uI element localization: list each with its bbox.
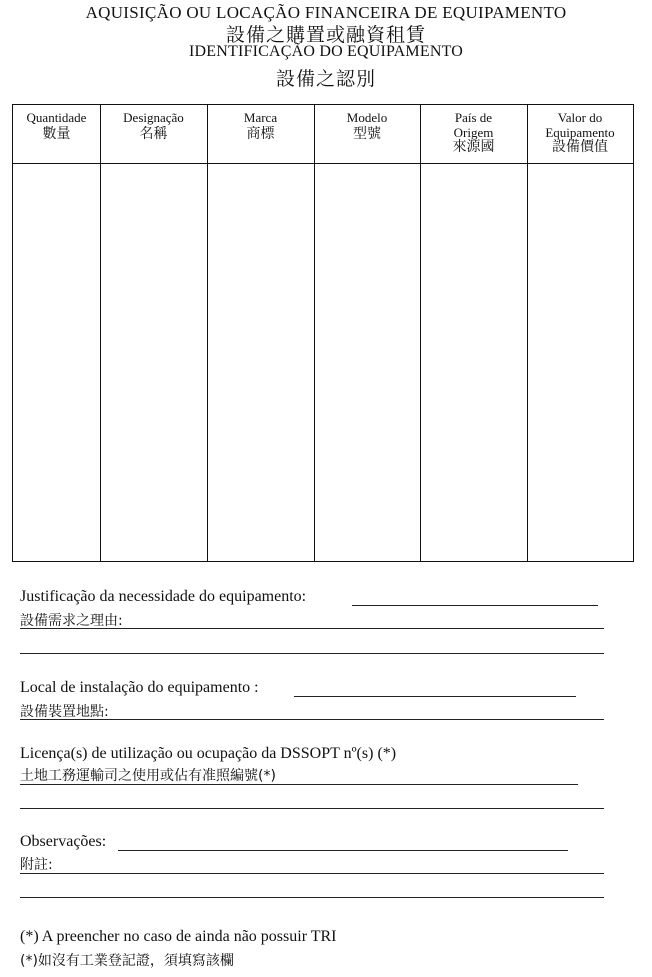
local-label-zh: 設備裝置地點: — [20, 704, 109, 720]
column-header-zh: 來源國 — [452, 139, 495, 155]
observacoes-line[interactable] — [20, 897, 604, 898]
column-divider — [420, 105, 421, 561]
justificacao-label: Justificação da necessidade do equipamento: — [20, 588, 307, 605]
column-header-zh: 設備價值 — [552, 139, 608, 155]
justificacao-line[interactable] — [20, 628, 604, 629]
licenca-label: Licença(s) de utilização ou ocupação da DSSOPT nº(s) (*) — [20, 745, 397, 762]
column-header-pt: Quantidade — [26, 110, 87, 125]
form-subtitle-zh: 設備之認別 — [275, 68, 376, 90]
column-divider — [314, 105, 315, 561]
column-header-zh: 數量 — [42, 126, 71, 142]
observacoes-line[interactable] — [118, 850, 568, 851]
equipment-table — [12, 104, 634, 562]
column-divider — [100, 105, 101, 561]
column-header-zh: 商標 — [246, 126, 275, 142]
column-header-pais-origem — [420, 105, 527, 163]
observacoes-label-zh: 附註: — [20, 857, 53, 873]
licenca-label-zh: 土地工務運輸司之使用或佔有准照編號(*) — [20, 768, 276, 784]
column-header-pt: Marca — [243, 110, 278, 125]
form-title-pt: AQUISIÇÃO OU LOCAÇÃO FINANCEIRA DE EQUIPAMENTO — [85, 3, 567, 22]
column-header-marca — [207, 105, 314, 163]
column-divider — [207, 105, 208, 561]
footnote-zh: (*)如沒有工業登記證，須填寫該欄 — [20, 953, 234, 969]
form-title-zh: 設備之購置或融資租賃 — [225, 24, 426, 46]
column-header-zh: 型號 — [353, 126, 381, 142]
local-line[interactable] — [294, 696, 576, 697]
observacoes-line[interactable] — [20, 873, 604, 874]
justificacao-line[interactable] — [352, 605, 598, 606]
column-header-designacao — [100, 105, 207, 163]
observacoes-label: Observações: — [20, 833, 107, 850]
justificacao-line[interactable] — [20, 653, 604, 654]
licenca-line[interactable] — [20, 784, 578, 785]
header-divider — [13, 163, 633, 164]
column-header-modelo — [314, 105, 420, 163]
column-header-zh: 名稱 — [139, 126, 168, 142]
local-label: Local de instalação do equipamento : — [20, 679, 259, 696]
form-subtitle-pt: IDENTIFICAÇÃO DO EQUIPAMENTO — [188, 43, 464, 60]
licenca-line[interactable] — [20, 808, 604, 809]
column-header-valor — [527, 105, 633, 163]
column-header-pt: Modelo — [346, 110, 388, 125]
local-line[interactable] — [20, 719, 604, 720]
justificacao-label-zh: 設備需求之理由: — [20, 613, 123, 629]
column-header-quantidade — [13, 105, 100, 163]
column-header-pt: Designação — [123, 110, 184, 125]
column-divider — [527, 105, 528, 561]
column-header-pt: País de Origem — [453, 110, 494, 140]
column-header-pt: Valor do Equipamento — [545, 110, 615, 140]
footnote-pt: (*) A preencher no caso de ainda não possuir TRI — [20, 928, 337, 945]
